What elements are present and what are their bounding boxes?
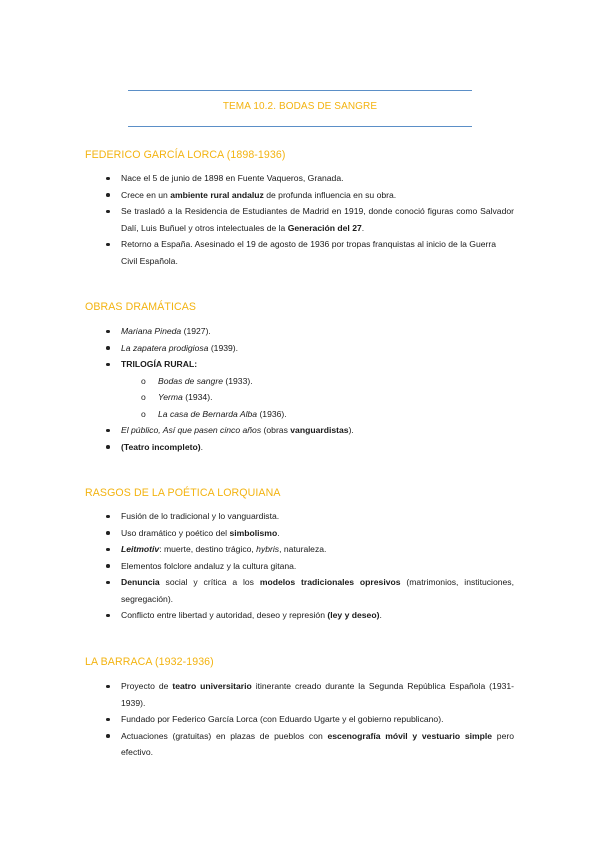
list-item: Uso dramático y poético del simbolismo. [0,525,600,542]
list-item: La zapatera prodigiosa (1939). [0,340,600,357]
sub-list-item: o Bodas de sangre (1933). [0,373,600,390]
title-top-rule [128,90,472,91]
list-item: Fundado por Federico García Lorca (con Eduardo Ugarte y el gobierno republicano). [0,711,600,728]
list-item: Fusión de lo tradicional y lo vanguardista. [0,508,600,525]
list-item: Mariana Pineda (1927). [0,323,600,340]
section-heading-obras: OBRAS DRAMÁTICAS [85,301,197,313]
sub-bullet-icon: o [141,375,146,386]
sub-bullet-icon: o [141,392,146,402]
obras-list [0,323,600,455]
sub-list-item: o La casa de Bernarda Alba (1936). [0,406,600,423]
list-item: Nace el 5 de junio de 1898 en Fuente Vaqueros, Granada. [0,170,600,187]
list-item: El público, Así que pasen cinco años (obras vanguardistas). [0,422,600,439]
title-bottom-rule [128,126,472,127]
section-heading-biografia: FEDERICO GARCÍA LORCA (1898-1936) [85,149,286,161]
section-heading-barraca: LA BARRACA (1932-1936) [85,656,214,668]
rasgos-list [0,508,600,624]
document-title: TEMA 10.2. BODAS DE SANGRE [222,101,378,112]
sub-list-item: o Yerma (1934). [0,389,600,406]
sub-bullet-icon: o [141,408,146,419]
list-item: Proyecto de teatro universitario itinerante creado durante la Segunda República Española (1931-1939). [0,678,600,711]
list-item: Crece en un ambiente rural andaluz de profunda influencia en su obra. [0,187,600,204]
list-item: TRILOGÍA RURAL: [0,356,600,373]
list-item: Actuaciones (gratuitas) en plazas de pueblos con escenografía móvil y vestuario simple pero efectivo. [0,728,600,761]
list-item: Denuncia social y crítica a los modelos tradicionales opresivos (matrimonios, instituciones, segregación). [0,574,600,607]
list-item: Leitmotiv: muerte, destino trágico, hybris, naturaleza. [0,541,600,558]
list-item: Se trasladó a la Residencia de Estudiantes de Madrid en 1919, donde conoció figuras como Salvador Dalí, Luis Buñuel y otros intelectuales de la Generación del 27. [0,203,600,236]
list-item: Retorno a España. Asesinado el 19 de agosto de 1936 por tropas franquistas al inicio de la Guerra Civil Española. [0,236,600,269]
biografia-list [0,170,600,269]
list-item: (Teatro incompleto). [0,439,600,456]
barraca-list [0,678,600,761]
list-item: Elementos folclore andaluz y la cultura gitana. [0,558,600,575]
section-heading-rasgos: RASGOS DE LA POÉTICA LORQUIANA [85,487,281,499]
list-item: Conflicto entre libertad y autoridad, deseo y represión (ley y deseo). [0,607,600,624]
